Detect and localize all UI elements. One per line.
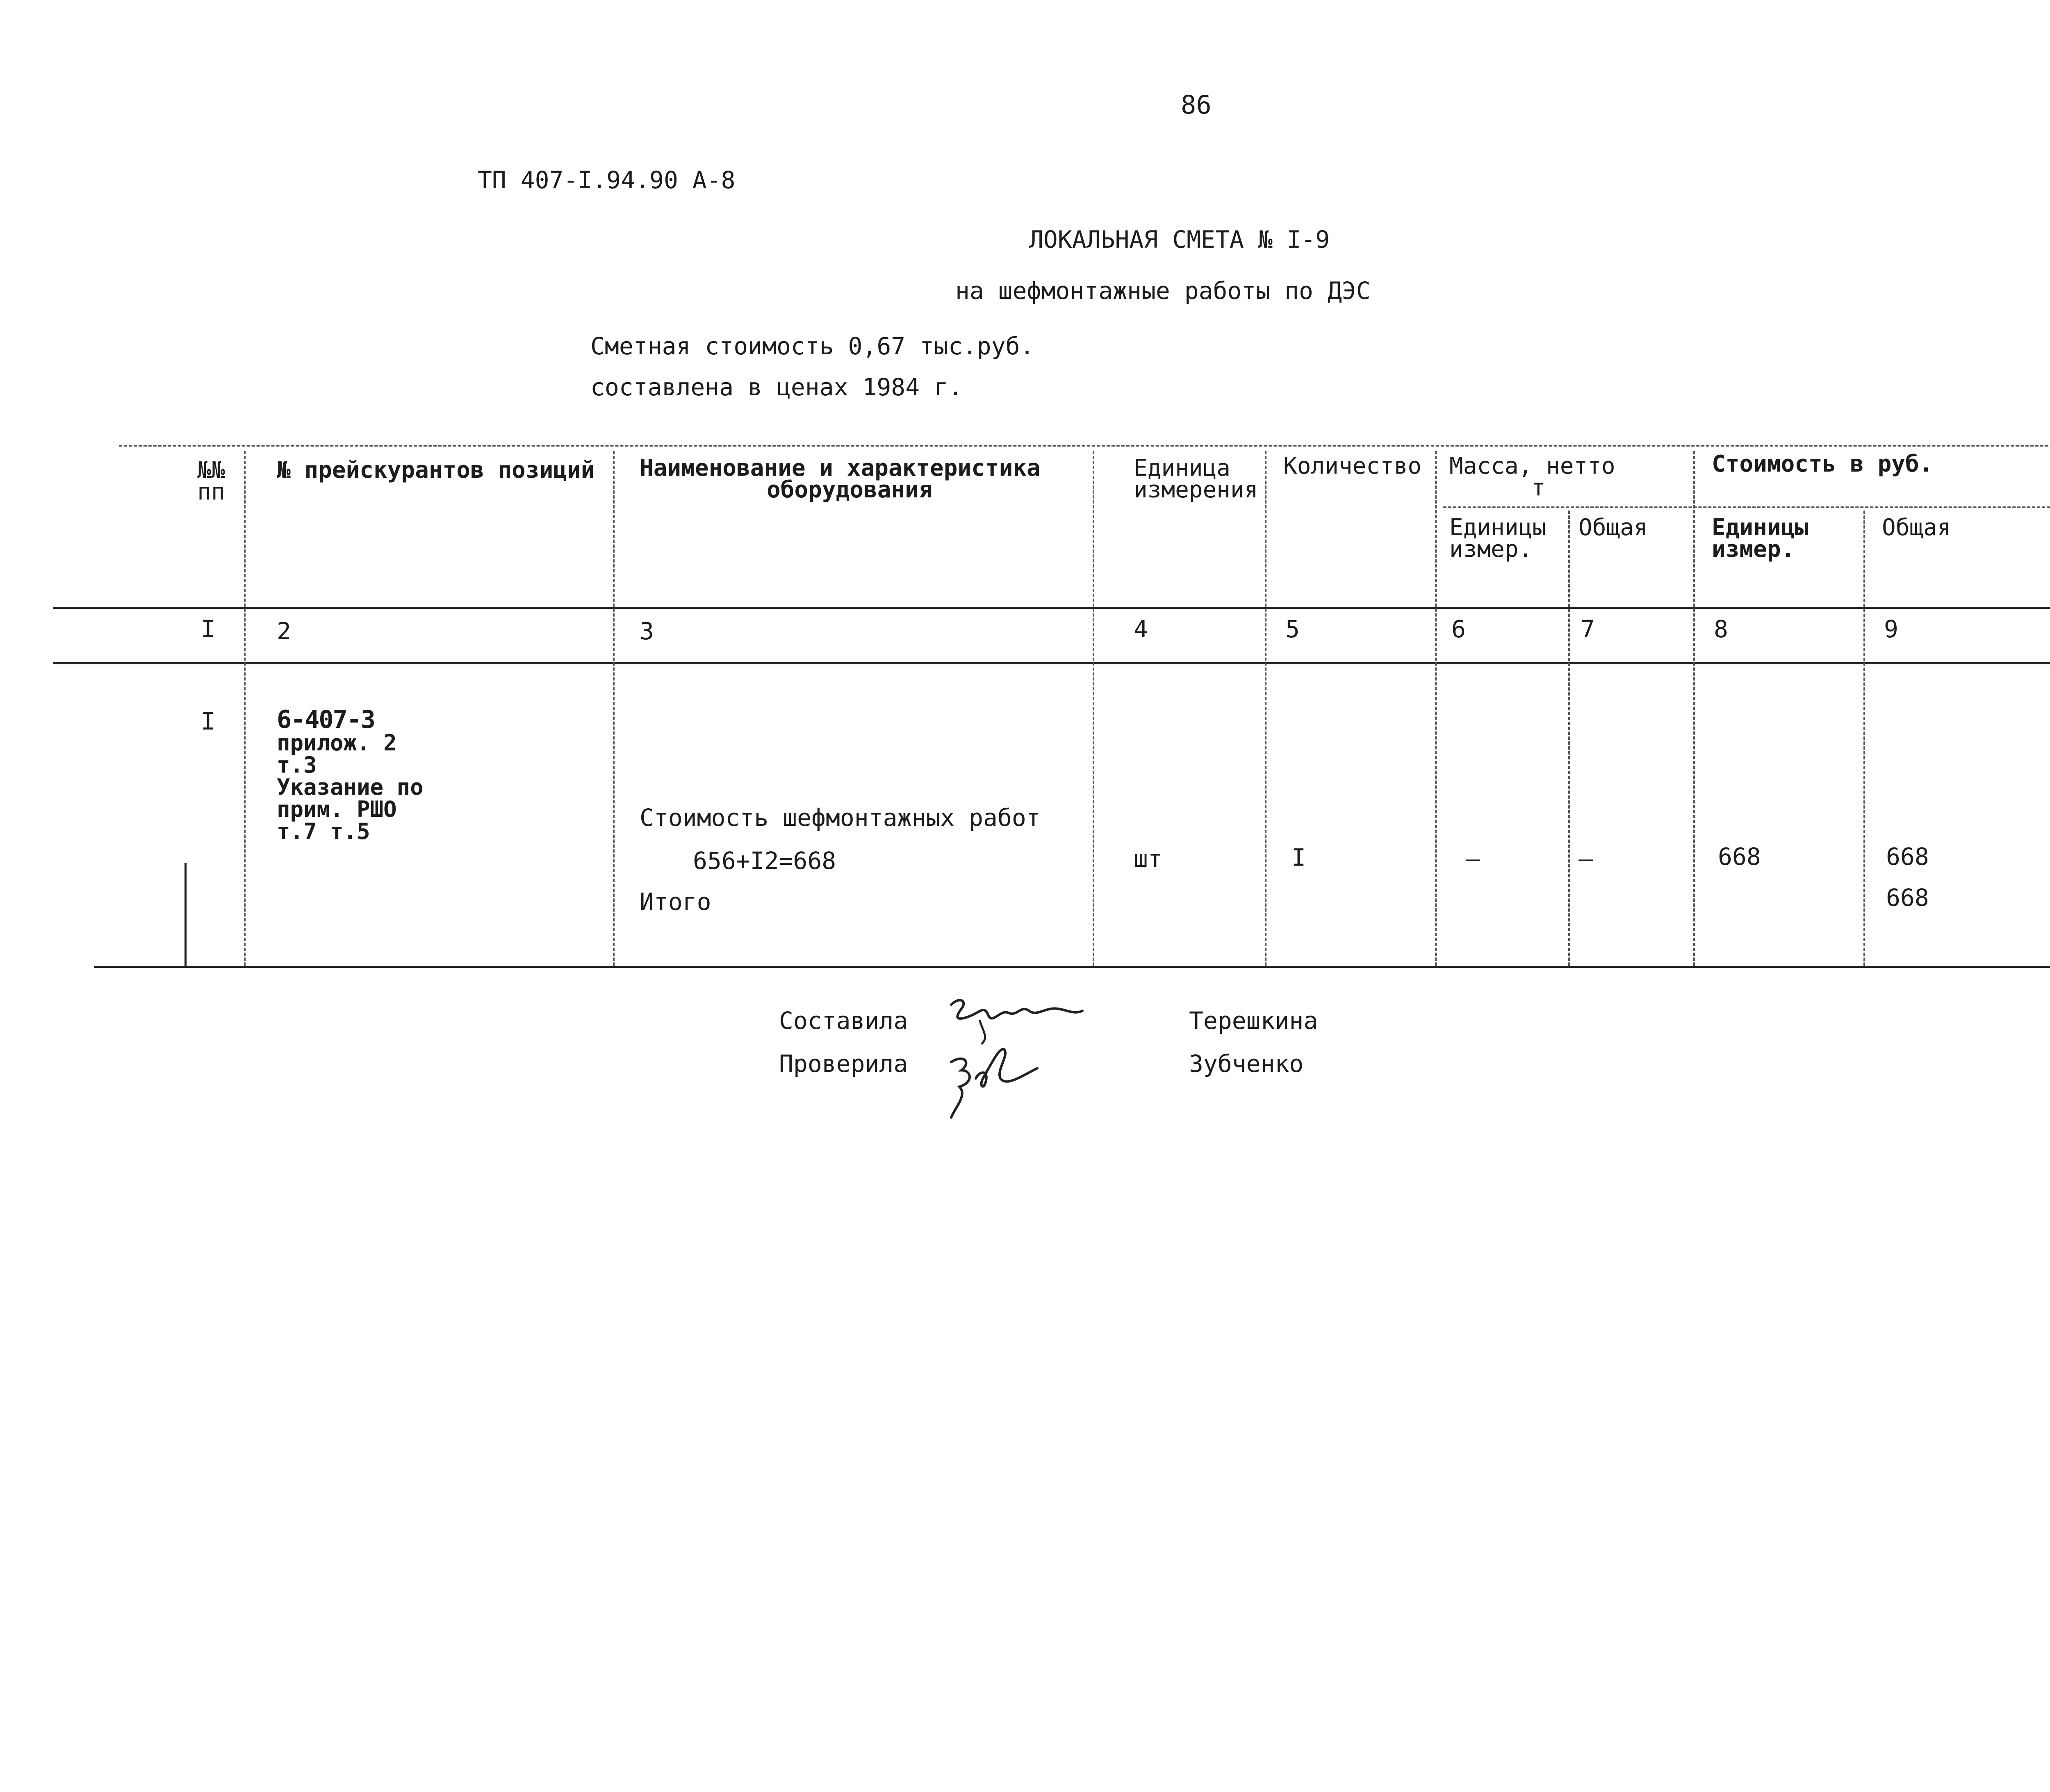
row-unit: шт [1134, 845, 1162, 873]
header-unit-line2: измерения [1134, 476, 1258, 504]
row-quantity: I [1292, 844, 1306, 871]
table-bottom-border [94, 966, 2050, 968]
checked-signature-icon [939, 1037, 1046, 1124]
header-cost-total: Общая [1882, 514, 1951, 541]
row-cost-total: 668 [1886, 843, 1929, 871]
row-mass-total: – [1578, 845, 1593, 873]
header-bottom-border [53, 607, 2050, 609]
column-number-7: 7 [1581, 615, 1595, 643]
col-divider-5 [1435, 451, 1437, 966]
header-name-line2: оборудования [767, 476, 933, 504]
column-number-4: 4 [1134, 615, 1148, 643]
header-mass-unit [1449, 514, 1547, 563]
column-number-2: 2 [277, 617, 291, 645]
col-divider-1 [244, 451, 246, 966]
total-label: Итого [640, 888, 711, 916]
row-name: Стоимость шефмонтажных работ [640, 804, 1041, 832]
row-calculation: 656+I2=668 [693, 847, 836, 875]
header-row-number [187, 457, 236, 506]
estimate-subtitle: на шефмонтажные работы по ДЭС [955, 277, 1371, 305]
reference-line-4: Указание по [277, 774, 424, 800]
header-name [640, 455, 1041, 504]
column-number-9: 9 [1884, 615, 1898, 643]
col-divider-6 [1568, 511, 1570, 966]
checked-by-name: Зубченко [1189, 1050, 1304, 1078]
row-reference [277, 707, 424, 843]
column-number-6: 6 [1451, 615, 1466, 643]
row-cost-unit: 668 [1718, 843, 1761, 871]
column-numbers-bottom-border [53, 662, 2050, 664]
reference-line-1: 6-407-3 [277, 705, 375, 734]
compiled-by-name: Терешкина [1189, 1007, 1318, 1035]
header-row-number-line2: пп [197, 479, 225, 506]
estimated-cost: Сметная стоимость 0,67 тыс.руб. [590, 332, 1034, 360]
document-code: ТП 407-I.94.90 А-8 [478, 166, 736, 194]
header-mass-line1: Масса, нетто [1449, 453, 1615, 479]
estimate-title: ЛОКАЛЬНАЯ СМЕТА № I-9 [1029, 226, 1330, 253]
header-unit-line1: Единица [1134, 455, 1231, 481]
header-mass [1449, 453, 1615, 502]
header-cost-unit [1712, 514, 1809, 563]
col-divider-2 [613, 451, 615, 966]
header-mass-unit-line1: Единицы [1449, 514, 1547, 541]
reference-line-2: прилож. 2 [277, 730, 397, 756]
col-divider-8 [1863, 511, 1865, 966]
col-divider-4 [1265, 451, 1266, 966]
header-name-line1: Наименование и характеристика [640, 455, 1041, 481]
header-price-list: № прейскурантов позиций [277, 457, 595, 483]
header-row-number-line1: №№ [197, 457, 225, 483]
total-value: 668 [1886, 884, 1929, 912]
row-margin-line [184, 863, 187, 966]
row-mass-unit: – [1466, 845, 1480, 873]
subheader-divider [1443, 506, 2050, 508]
compiled-by-label: Составила [779, 1007, 908, 1035]
table-top-border [119, 445, 2050, 447]
col-divider-3 [1093, 451, 1094, 966]
header-unit [1134, 455, 1258, 504]
column-number-1: I [201, 615, 215, 643]
checked-by-label: Проверила [779, 1050, 908, 1078]
row-number: I [201, 707, 215, 735]
column-number-5: 5 [1285, 615, 1300, 643]
col-divider-7 [1693, 451, 1695, 966]
page-number: 86 [1181, 90, 1212, 120]
reference-line-3: т.3 [277, 752, 317, 778]
header-cost: Стоимость в руб. [1712, 451, 1933, 477]
column-number-3: 3 [640, 617, 654, 645]
header-mass-total: Общая [1578, 514, 1648, 541]
header-mass-unit-line2: измер. [1449, 536, 1533, 563]
reference-line-5: прим. РШО [277, 796, 397, 822]
price-basis: составлена в ценах 1984 г. [590, 373, 963, 401]
header-mass-line2: т [1531, 474, 1545, 502]
header-quantity: Количество [1283, 453, 1422, 479]
header-cost-unit-line2: измер. [1712, 536, 1795, 563]
header-cost-unit-line1: Единицы [1712, 514, 1809, 541]
column-number-8: 8 [1714, 615, 1728, 643]
reference-line-6: т.7 т.5 [277, 818, 370, 844]
